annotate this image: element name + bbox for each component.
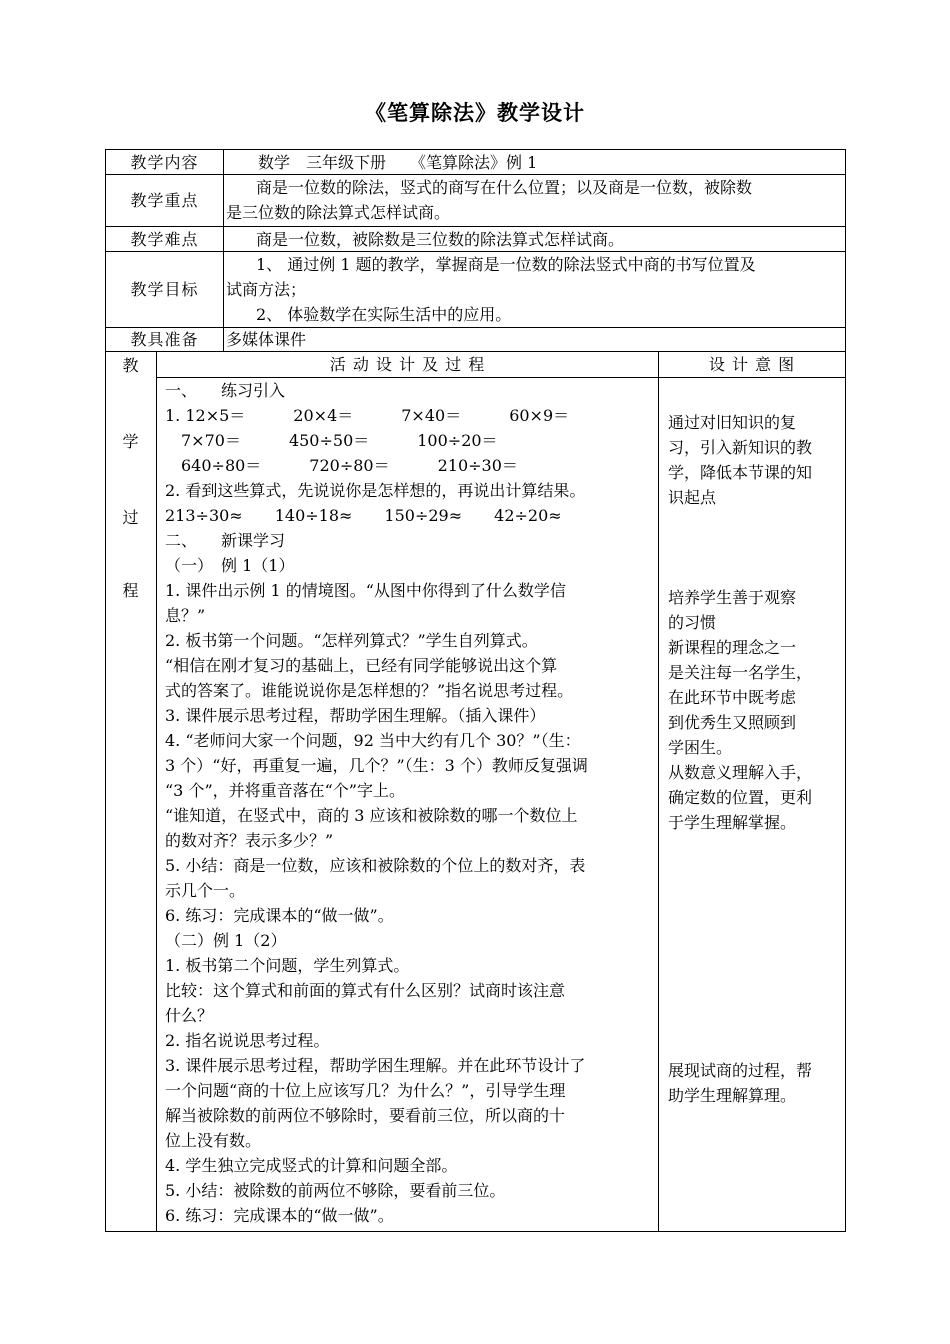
- row-value-goals-line: 1、 通过例 1 题的教学，掌握商是一位数的除法竖式中商的书写位置及: [256, 255, 756, 274]
- activity-line: 解当被除数的前两位不够除时，要看前三位，所以商的十: [165, 1106, 566, 1125]
- activity-line: 5. 小结：商是一位数，应该和被除数的个位上的数对齐，表: [165, 856, 586, 875]
- activity-line: 2. 指名说说思考过程。: [165, 1031, 330, 1050]
- activity-line: 4. “老师问大家一个问题，92 当中大约有几个 30？”（生：: [165, 731, 581, 750]
- activity-line: “谁知道，在竖式中，商的 3 应该和被除数的哪一个数位上: [165, 806, 578, 825]
- table-rule-vertical: [658, 351, 659, 1232]
- activity-line: 1. 课件出示例 1 的情境图。“从图中你得到了什么数学信: [165, 581, 566, 600]
- row-label-key-points: 教学重点: [130, 191, 199, 210]
- intent-line: 学困生。: [668, 738, 733, 757]
- row-value-goals-line: 试商方法；: [226, 280, 307, 299]
- process-side-label-char: 程: [122, 581, 140, 600]
- intent-line: 识起点: [668, 488, 717, 507]
- intent-line: 于学生理解掌握。: [668, 813, 797, 832]
- activity-line: 1. 板书第二个问题，学生列算式。: [165, 956, 410, 975]
- row-label-tools: 教具准备: [130, 330, 199, 349]
- row-label-content: 教学内容: [130, 153, 199, 172]
- process-side-label-char: 学: [122, 432, 140, 451]
- row-value-goals-line: 2、 体验数学在实际生活中的应用。: [256, 305, 512, 324]
- activity-line: 一、 练习引入: [165, 381, 286, 400]
- activity-line: “相信在刚才复习的基础上，已经有同学能够说出这个算: [165, 656, 558, 675]
- intent-line: 的习惯: [668, 613, 717, 632]
- activity-line: 213÷30≈ 140÷18≈ 150÷29≈ 42÷20≈: [165, 506, 562, 525]
- intent-line: 展现试商的过程，帮: [668, 1061, 813, 1080]
- activity-line: 3. 课件展示思考过程，帮助学困生理解。（插入课件）: [165, 706, 546, 725]
- table-rule-vertical: [156, 351, 157, 1232]
- process-side-label-char: 教: [122, 356, 140, 375]
- row-value-difficulty: 商是一位数，被除数是三位数的除法算式怎样试商。: [256, 230, 625, 249]
- row-label-goals: 教学目标: [130, 280, 199, 299]
- activity-line: 2. 看到这些算式，先说说你是怎样想的，再说出计算结果。: [165, 481, 586, 500]
- intent-line: 助学生理解算理。: [668, 1086, 797, 1105]
- activity-line: 3. 课件展示思考过程，帮助学困生理解。并在此环节设计了: [165, 1056, 586, 1075]
- activity-line: 一个问题“商的十位上应该写几？为什么？”，引导学生理: [165, 1081, 566, 1100]
- activity-line: （一） 例 1（1）: [165, 556, 295, 575]
- activity-line: 640÷80＝ 720÷80＝ 210÷30＝: [165, 456, 518, 475]
- intent-line: 通过对旧知识的复: [668, 413, 797, 432]
- activity-line: 息？”: [165, 606, 206, 625]
- row-value-key-points-line: 商是一位数的除法，竖式的商写在什么位置；以及商是一位数，被除数: [256, 178, 753, 197]
- intent-line: 习，引入新知识的教: [668, 438, 813, 457]
- table-border-bottom: [105, 1231, 846, 1232]
- row-value-content: 数学 三年级下册 《笔算除法》例 1: [258, 153, 538, 172]
- activity-line: 3 个）“好，再重复一遍，几个？”（生：3 个）教师反复强调: [165, 756, 588, 775]
- activity-line: 的数对齐？表示多少？”: [165, 831, 334, 850]
- row-value-tools: 多媒体课件: [226, 330, 307, 349]
- column-header-intent: 设 计 意 图: [708, 355, 796, 374]
- page-title: 《笔算除法》教学设计: [365, 101, 585, 125]
- intent-line: 培养学生善于观察: [668, 588, 797, 607]
- column-header-activity: 活 动 设 计 及 过 程: [329, 355, 486, 374]
- activity-line: （二）例 1（2）: [165, 931, 287, 950]
- activity-line: 二、 新课学习: [165, 531, 286, 550]
- table-rule-vertical: [223, 149, 224, 351]
- intent-line: 到优秀生又照顾到: [668, 713, 797, 732]
- table-border-left: [105, 149, 106, 1232]
- activity-line: 比较：这个算式和前面的算式有什么区别？试商时该注意: [165, 981, 566, 1000]
- intent-line: 在此环节中既考虑: [668, 688, 797, 707]
- table-border-right: [845, 149, 846, 1232]
- activity-line: 什么？: [165, 1006, 214, 1025]
- row-value-key-points-line: 是三位数的除法算式怎样试商。: [226, 203, 451, 222]
- activity-line: 4. 学生独立完成竖式的计算和问题全部。: [165, 1156, 458, 1175]
- process-side-label-char: 过: [122, 508, 140, 527]
- activity-line: 1. 12×5＝ 20×4＝ 7×40＝ 60×9＝: [165, 406, 570, 425]
- activity-line: 2. 板书第一个问题。“怎样列算式？”学生自列算式。: [165, 631, 538, 650]
- intent-line: 确定数的位置，更利: [668, 788, 813, 807]
- activity-line: 6. 练习：完成课本的“做一做”。: [165, 906, 394, 925]
- activity-line: 式的答案了。谁能说说你是怎样想的？”指名说思考过程。: [165, 681, 574, 700]
- intent-line: 新课程的理念之一: [668, 638, 797, 657]
- row-label-difficulty: 教学难点: [130, 230, 199, 249]
- activity-line: 6. 练习：完成课本的“做一做”。: [165, 1206, 394, 1225]
- activity-line: 位上没有数。: [165, 1131, 262, 1150]
- intent-line: 学，降低本节课的知: [668, 463, 813, 482]
- intent-line: 从数意义理解入手，: [668, 763, 813, 782]
- intent-line: 是关注每一名学生，: [668, 663, 813, 682]
- activity-line: 示几个一。: [165, 881, 246, 900]
- activity-line: “3 个”，并将重音落在“个”字上。: [165, 781, 405, 800]
- activity-line: 5. 小结：被除数的前两位不够除，要看前三位。: [165, 1181, 506, 1200]
- activity-line: 7×70＝ 450÷50＝ 100÷20＝: [165, 431, 498, 450]
